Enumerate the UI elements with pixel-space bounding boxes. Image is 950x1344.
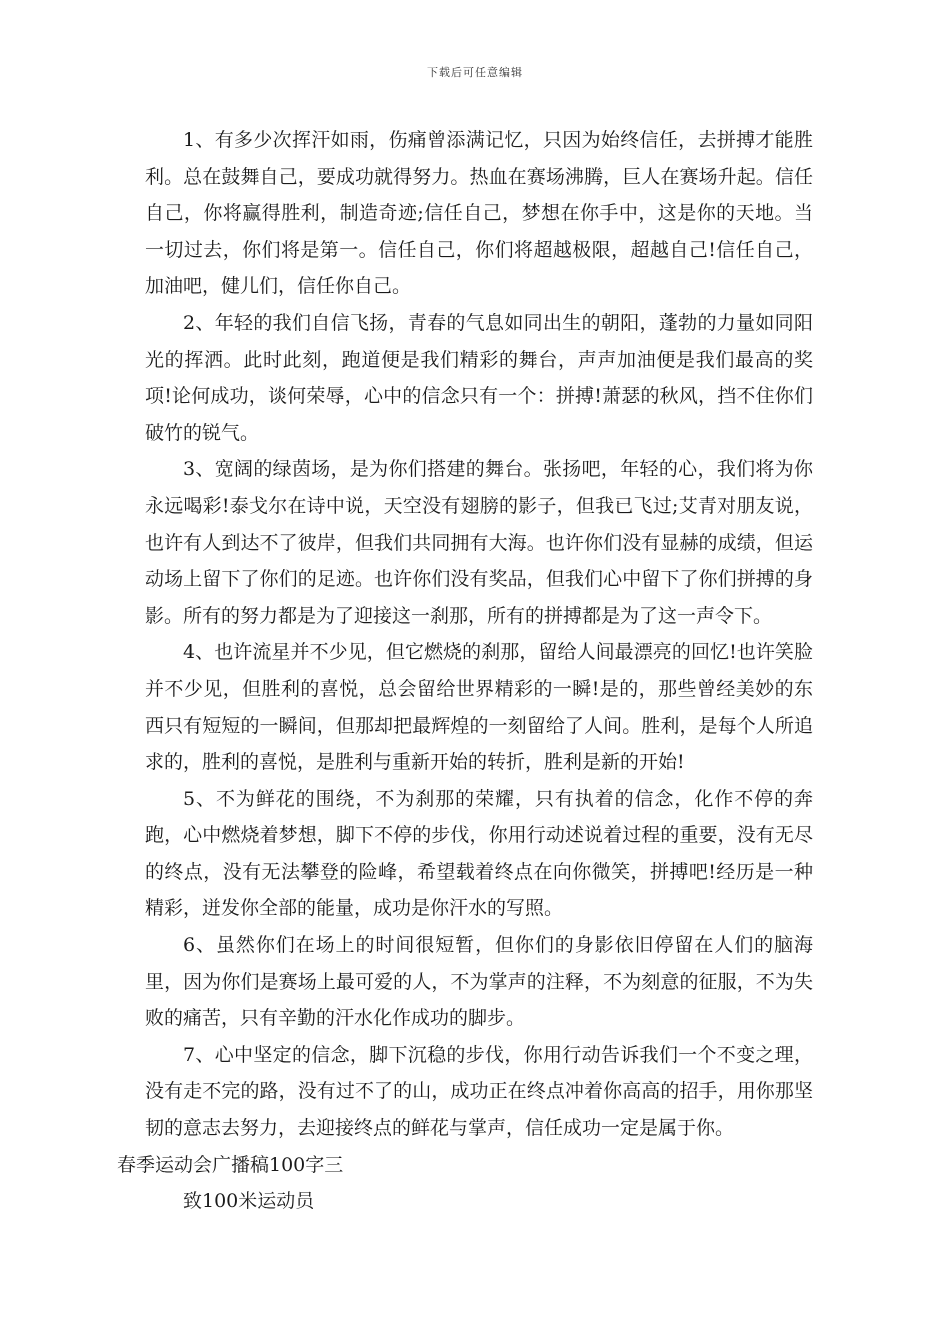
paragraph-6: 6、虽然你们在场上的时间很短暂，但你们的身影依旧停留在人们的脑海里，因为你们是赛场上最可爱的人，不为掌声的注释，不为刻意的征服，不为失败的痛苦，只有辛勤的汗水化作成功的脚步。 — [145, 934, 813, 1030]
section-subhead: 致100米运动员 — [183, 1190, 315, 1213]
paragraph-7: 7、心中坚定的信念，脚下沉稳的步伐，你用行动告诉我们一个不变之理，没有走不完的路，没有过不了的山，成功正在终点冲着你高高的招手，用你那坚韧的意志去努力，去迎接终点的鲜花与掌声，信任成功一定是属于你。 — [145, 1043, 813, 1140]
document-body — [117, 122, 813, 1220]
section-title: 春季运动会广播稿100字三 — [117, 1153, 344, 1176]
paragraph-5: 5、不为鲜花的围绕，不为刹那的荣耀，只有执着的信念，化作不停的奔跑，心中燃烧着梦想，脚下不停的步伐，你用行动述说着过程的重要，没有无尽的终点，没有无法攀登的险峰，希望载着终点在向你微笑，拼搏吧!经历是一种精彩，迸发你全部的能量，成功是你汗水的写照。 — [145, 787, 813, 920]
paragraph-4: 4、也许流星并不少见，但它燃烧的刹那，留给人间最漂亮的回忆!也许笑脸并不少见，但胜利的喜悦，总会留给世界精彩的一瞬!是的，那些曾经美妙的东西只有短短的一瞬间，但那却把最辉煌的一刻留给了人间。胜利，是每个人所追求的，胜利的喜悦，是胜利与重新开始的转折，胜利是新的开始! — [145, 641, 813, 774]
paragraph-3: 3、宽阔的绿茵场，是为你们搭建的舞台。张扬吧，年轻的心，我们将为你永远喝彩!泰戈尔在诗中说，天空没有翅膀的影子，但我已飞过;艾青对朋友说，也许有人到达不了彼岸，但我们共同拥有大海。也许你们没有显赫的成绩，但运动场上留下了你们的足迹。也许你们没有奖品，但我们心中留下了你们拼搏的身影。所有的努力都是为了迎接这一刹那，所有的拼搏都是为了这一声令下。 — [145, 458, 813, 627]
paragraph-1: 1、有多少次挥汗如雨，伤痛曾添满记忆，只因为始终信任，去拼搏才能胜利。总在鼓舞自己，要成功就得努力。热血在赛场沸腾，巨人在赛场升起。信任自己，你将赢得胜利，制造奇迹;信任自己，梦想在你手中，这是你的天地。当一切过去，你们将是第一。信任自己，你们将超越极限，超越自己!信任自己，加油吧，健儿们，信任你自己。 — [145, 129, 813, 298]
paragraph-2: 2、年轻的我们自信飞扬，青春的气息如同出生的朝阳，蓬勃的力量如同阳光的挥洒。此时此刻，跑道便是我们精彩的舞台，声声加油便是我们最高的奖项!论何成功，谈何荣辱，心中的信念只有一个：拼搏!萧瑟的秋风，挡不住你们破竹的锐气。 — [145, 311, 813, 444]
page-header-note: 下载后可任意编辑 — [427, 66, 523, 79]
